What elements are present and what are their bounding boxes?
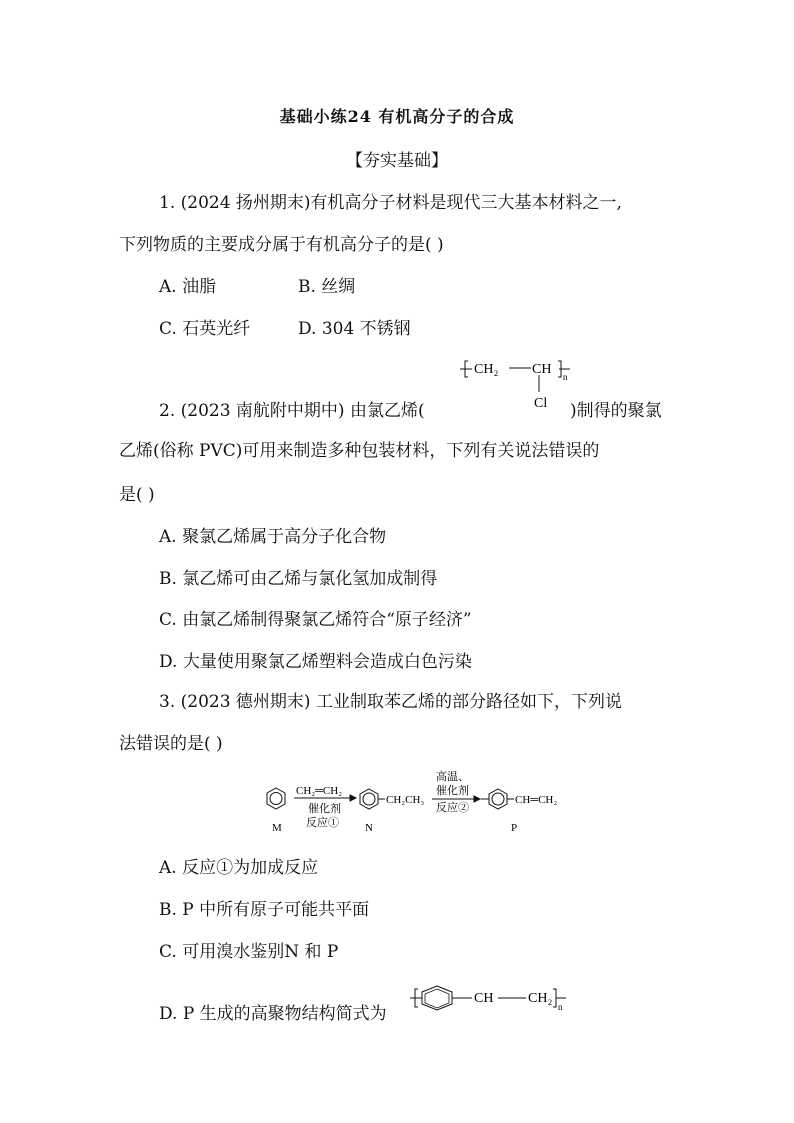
q2-stem-line3: 是( ) [119,485,155,505]
n-substituent: CH₂CH₃ [386,794,425,806]
condition2-label: 反应② [436,802,469,814]
q2-stem-line2: 乙烯(俗称 PVC)可用来制造多种包装材料，下列有关说法错误的 [119,441,600,461]
q1-option-a: A. 油脂 [159,277,217,297]
q3-option-a: A. 反应①为加成反应 [159,858,319,878]
poly-ch: CH [474,991,494,1006]
q1-option-c: C. 石英光纤 [159,319,251,339]
q1-option-b: B. 丝绸 [298,277,356,297]
q2-stem-line1-post: )制得的聚氯 [570,401,662,421]
q2-option-d: D. 大量使用聚氯乙烯塑料会造成白色污染 [159,652,472,672]
formula-ch: CH [532,362,552,377]
section-heading: 【夯实基础】 [346,151,448,171]
q3-stem-line2: 法错误的是( ) [119,734,223,754]
polystyrene-formula [408,980,578,1022]
formula-n: n [563,372,568,382]
condition1-label: 反应① [306,817,339,829]
p-substituent: CH═CH₂ [515,794,558,806]
q1-option-d: D. 304 不锈钢 [298,319,411,339]
q2-stem-line1-pre: 2. (2023 南航附中期中) 由氯乙烯( [159,401,425,421]
reaction-scheme [258,768,578,836]
q2-option-a: A. 聚氯乙烯属于高分子化合物 [159,527,387,547]
page-title: 基础小练24 有机高分子的合成 [279,107,515,126]
q1-stem-line2: 下列物质的主要成分属于有机高分子的是( ) [119,235,444,255]
condition2-catalyst: 催化剂 [436,785,469,797]
label-p: P [511,822,518,834]
formula-ch2: CH₂ [474,362,499,377]
q2-option-c: C. 由氯乙烯制得聚氯乙烯符合“原子经济” [159,610,472,630]
condition1-catalyst: 催化剂 [308,803,341,815]
poly-n: n [558,1002,563,1012]
q3-option-b: B. P 中所有原子可能共平面 [159,900,370,920]
q1-stem-line1: 1. (2024 扬州期末)有机高分子材料是现代三大基本材料之一, [159,193,622,213]
q3-option-d: D. P 生成的高聚物结构简式为 [159,1004,387,1024]
vinyl-chloride-polymer-formula [458,355,578,413]
q2-option-b: B. 氯乙烯可由乙烯与氯化氢加成制得 [159,569,438,589]
q3-stem-line1: 3. (2023 德州期末) 工业制取苯乙烯的部分路径如下，下列说 [159,692,622,712]
poly-ch2: CH₂ [528,991,553,1006]
q3-option-c: C. 可用溴水鉴别N 和 P [159,942,339,962]
label-m: M [272,822,282,834]
label-n: N [365,822,373,834]
formula-cl: Cl [534,396,548,411]
condition2-heat: 高温、 [436,771,469,783]
reagent-ethylene: CH₂═CH₂ [296,785,343,797]
